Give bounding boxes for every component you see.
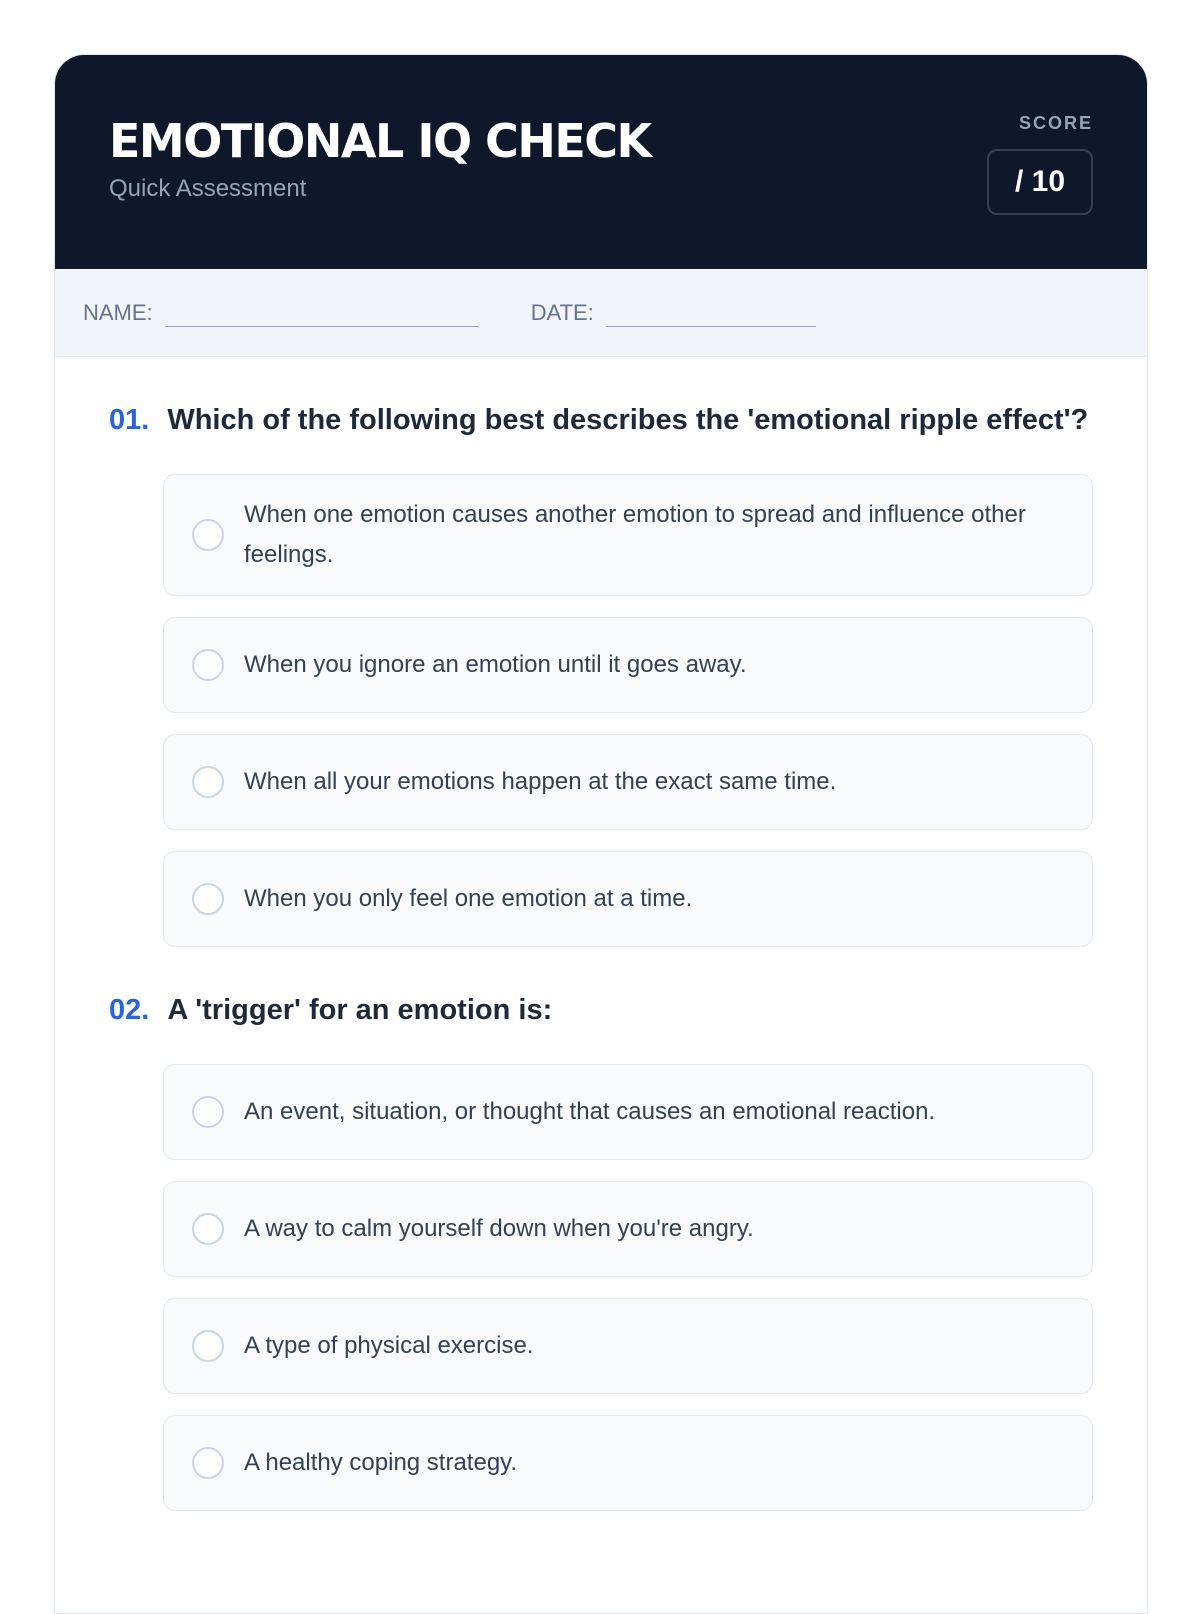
- score-value: / 10: [1014, 165, 1066, 198]
- answer-option-label: An event, situation, or thought that causes an emotional reaction.: [244, 1098, 936, 1125]
- quiz-title: EMOTIONAL IQ CHECK: [109, 114, 651, 168]
- answer-option-label: When one emotion causes another emotion to spread and influence other feelings.: [244, 501, 1026, 568]
- answer-option[interactable]: [163, 1298, 1093, 1394]
- answer-option-label: When you ignore an emotion until it goes away.: [244, 651, 747, 678]
- answer-option-label: A way to calm yourself down when you're angry.: [244, 1215, 754, 1242]
- radio-button-icon[interactable]: [192, 1447, 224, 1479]
- student-info-bar: [55, 269, 1147, 357]
- name-label: NAME:: [83, 299, 153, 325]
- quiz-header: [55, 55, 1147, 269]
- date-label: DATE:: [530, 299, 594, 325]
- question-2: [109, 987, 1093, 1511]
- quiz-subtitle: Quick Assessment: [109, 175, 307, 202]
- radio-button-icon[interactable]: [192, 1096, 224, 1128]
- score-label: SCORE: [1018, 113, 1093, 133]
- quiz-card: [54, 54, 1148, 1614]
- date-field[interactable]: [606, 299, 816, 327]
- radio-button-icon[interactable]: [192, 1330, 224, 1362]
- answer-option-label: A type of physical exercise.: [244, 1332, 534, 1359]
- radio-button-icon[interactable]: [192, 1213, 224, 1245]
- answer-option[interactable]: [163, 617, 1093, 713]
- answer-option[interactable]: [163, 851, 1093, 947]
- question-1-options: [163, 474, 1093, 947]
- answer-option[interactable]: [163, 1415, 1093, 1511]
- answer-option[interactable]: [163, 734, 1093, 830]
- question-number: 01.: [109, 404, 150, 436]
- answer-option-label: A healthy coping strategy.: [244, 1449, 518, 1476]
- question-prompt: A 'trigger' for an emotion is:: [167, 994, 553, 1026]
- question-number: 02.: [109, 994, 150, 1026]
- answer-option[interactable]: [163, 1181, 1093, 1277]
- question-2-options: [163, 1064, 1093, 1511]
- question-2-text: [109, 987, 1093, 1034]
- radio-button-icon[interactable]: [192, 519, 224, 551]
- radio-button-icon[interactable]: [192, 766, 224, 798]
- question-1: [109, 397, 1093, 947]
- radio-button-icon[interactable]: [192, 883, 224, 915]
- question-prompt: Which of the following best describes the 'emotional ripple effect'?: [167, 404, 1089, 436]
- name-field[interactable]: [165, 299, 479, 327]
- score-box[interactable]: [987, 149, 1093, 215]
- radio-button-icon[interactable]: [192, 649, 224, 681]
- answer-option[interactable]: [163, 1064, 1093, 1160]
- answer-option[interactable]: [163, 474, 1093, 596]
- answer-option-label: When all your emotions happen at the exact same time.: [244, 768, 837, 795]
- question-1-text: [109, 397, 1093, 444]
- answer-option-label: When you only feel one emotion at a time.: [244, 885, 693, 912]
- question-list: [55, 357, 1147, 1511]
